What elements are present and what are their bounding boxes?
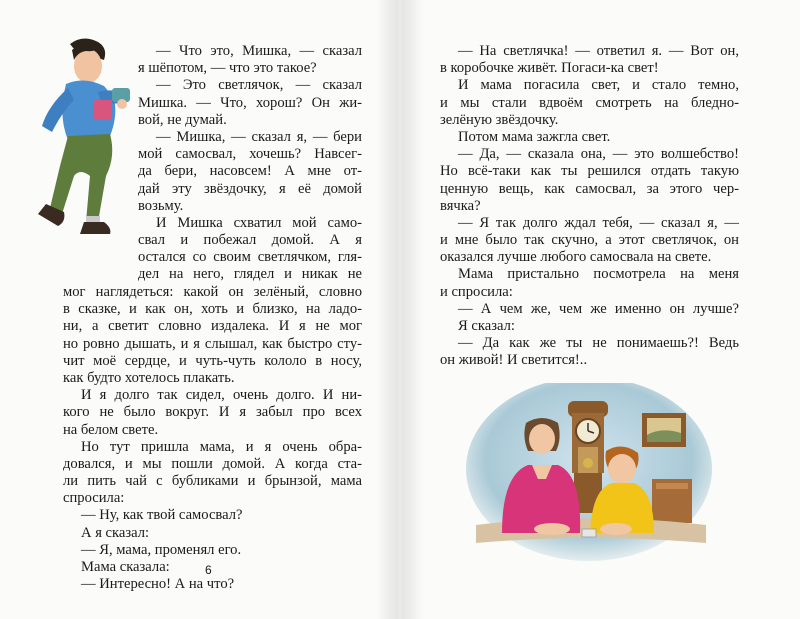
text-line: вячка?: [440, 197, 481, 214]
text-line: на белом свете.: [63, 421, 159, 438]
text-line: Но всё-таки как ты решился отдать такую: [440, 163, 739, 180]
text-line: и мы стали вдвоём смотреть на бледно-: [440, 94, 739, 111]
text-line: мог наглядеться: какой он зелёный, словно: [63, 284, 362, 300]
text-line: вой, не думай.: [138, 111, 227, 128]
text-line: Мишка. — Что, хорош? Он жи-: [138, 94, 362, 111]
text-line: остался со своим светлячком, гля-: [138, 249, 362, 266]
right-text-block: [440, 43, 739, 370]
text-line: в коробочке живёт. Погаси-ка свет!: [440, 60, 659, 77]
left-page: [0, 0, 398, 619]
text-line: Я сказал:: [458, 318, 515, 334]
text-line: — Да, — сказала она, — это волшебство!: [458, 146, 739, 163]
text-line: и спросила:: [440, 283, 513, 300]
text-line: зелёную звёздочку.: [440, 111, 559, 128]
left-top-text-block: [138, 43, 362, 284]
text-line: в сказке, и как он, хоть и близко, на ладо-: [63, 301, 362, 318]
text-line: довался, и мы пошли домой. А когда ста-: [63, 455, 362, 472]
text-line: И я долго так сидел, очень долго. И ни-: [81, 387, 362, 404]
mother-and-son-illustration: [466, 383, 712, 561]
text-line: спросила:: [63, 490, 125, 507]
text-line: он живой! И светится!..: [440, 352, 588, 369]
text-line: А я сказал:: [81, 524, 150, 541]
boy-running-illustration: [28, 36, 138, 258]
text-line: но ровно дышать, и я слышал, как быстро сту-: [63, 335, 362, 352]
left-main-text-block: [63, 284, 362, 593]
text-line: Мама пристально посмотрела на меня: [458, 266, 739, 283]
text-line: — Мишка, — сказал я, — бери: [156, 128, 362, 145]
text-line: — Я, мама, променял его.: [81, 541, 242, 558]
text-line: дел на него, глядел и никак не: [138, 266, 362, 283]
text-line: — Интересно! А на что?: [81, 576, 235, 593]
text-line: И Мишка схватил мой само-: [156, 214, 362, 231]
text-line: как будто хотелось плакать.: [63, 369, 235, 386]
gutter-shadow: [376, 0, 398, 619]
text-line: свал и побежал домой. А я: [138, 232, 362, 249]
text-line: — Что это, Мишка, — сказал: [156, 43, 362, 59]
text-line: и мне было так скучно, а этот светлячок, он: [440, 232, 739, 249]
page-number: 6: [205, 563, 212, 577]
text-line: кого не было вокруг. И я забыл про всех: [63, 404, 362, 421]
text-line: Потом мама зажгла свет.: [458, 128, 611, 145]
text-line: ни, а светит словно издалека. И я не мог: [63, 318, 362, 335]
text-line: — Я так долго ждал тебя, — сказал я, —: [458, 214, 739, 231]
text-line: я шёпотом, — что это такое?: [138, 60, 317, 77]
text-line: — Это светлячок, — сказал: [156, 77, 362, 94]
text-line: Но тут пришла мама, и я очень обра-: [81, 438, 362, 455]
text-line: возьму.: [138, 197, 184, 214]
text-line: ли пить чай с бубликами и брынзой, мама: [63, 473, 362, 490]
text-line: мой самосвал, хочешь? Навсег-: [138, 146, 362, 163]
text-line: И мама погасила свет, и стало темно,: [458, 77, 739, 94]
text-line: ценную вещь, как самосвал, за этого чер-: [440, 180, 739, 197]
text-line: — Ну, как твой самосвал?: [81, 507, 243, 524]
text-line: да бери, насовсем! А мне от-: [138, 163, 362, 180]
text-line: — А чем же, чем же именно он лучше?: [458, 300, 739, 317]
text-line: чит моё сердце, и чуть-чуть кололо в носу,: [63, 352, 362, 369]
text-line: оказался лучше любого самосвала на свете.: [440, 249, 712, 266]
text-line: дай эту звёздочку, я её домой: [138, 180, 362, 197]
text-line: Мама сказала:: [81, 559, 170, 575]
text-line: — На светлячка! — ответил я. — Вот он,: [458, 43, 739, 59]
text-line: — Да как же ты не понимаешь?! Ведь: [458, 335, 739, 352]
gutter-shadow: [402, 0, 424, 619]
